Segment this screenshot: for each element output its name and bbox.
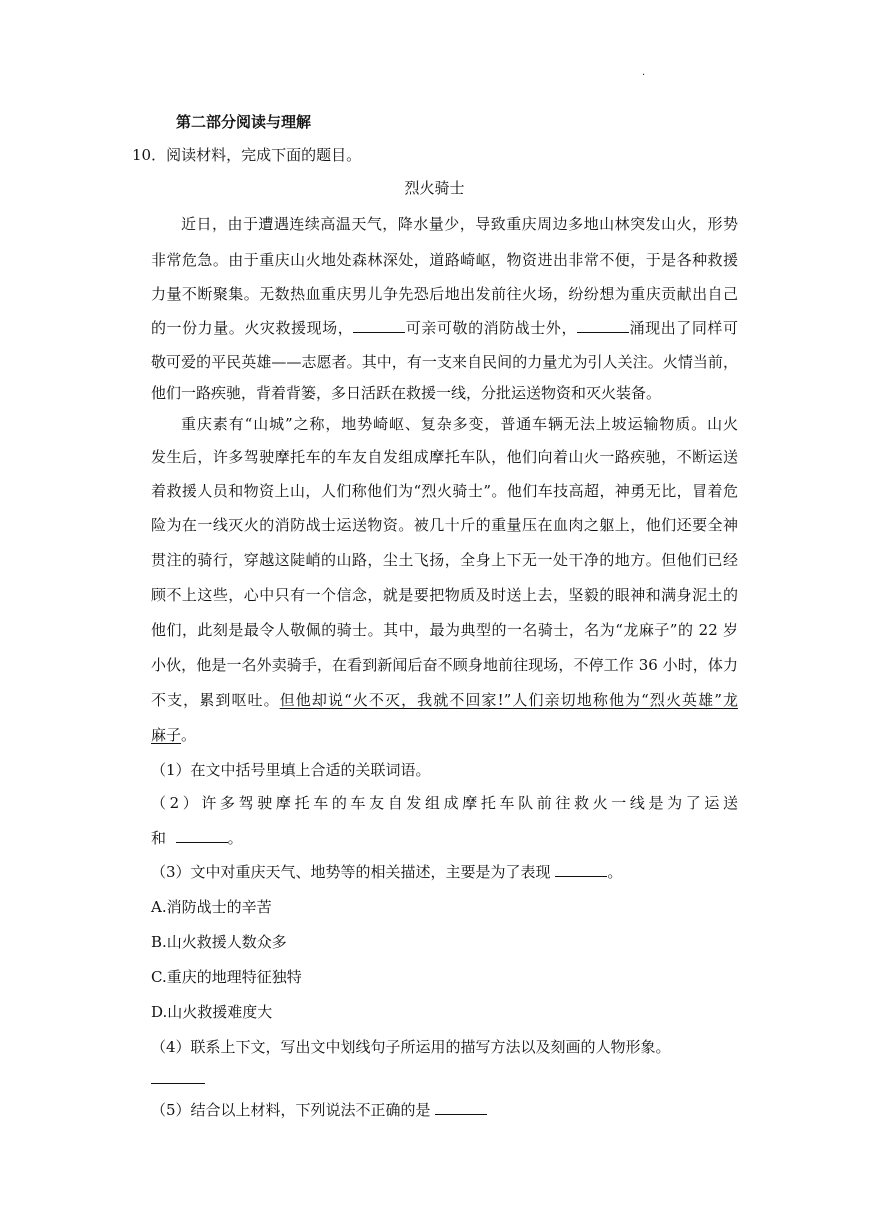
p1-line-4-part-c: 涌现出了同样可 [629,319,738,337]
p1-line-3: 力量不断聚集。无数热血重庆男儿争先恐后地出发前往火场，纷纷想为重庆贡献出自己 [151,285,738,303]
subquestion-5 [151,1100,738,1120]
p2-line-9-part-a: 不支，累到呕吐。 [151,691,280,709]
subquestion-3-end: 。 [607,863,623,881]
subquestion-3 [151,862,738,882]
underlined-sentence-end: 麻子 [151,726,182,744]
subquestion-3-text: （3）文中对重庆天气、地势等的相关描述，主要是为了表现 [151,863,551,881]
option-c[interactable]: C.重庆的地理特征独特 [151,968,302,986]
p1-line-4 [151,318,738,338]
fill-blank-5[interactable] [435,1100,487,1115]
subquestion-1: （1）在文中括号里填上合适的关联词语。 [151,761,431,779]
subquestion-2-end: 。 [227,829,243,847]
p2-line-10 [151,725,738,745]
p2-line-9 [151,690,738,710]
option-a[interactable]: A.消防战士的辛苦 [151,898,272,916]
subquestion-2-line-1: （2）许多驾驶摩托车的车友自发组成摩托车队前往救火一线是为了运送 [151,794,738,812]
question-number [132,145,361,165]
p1-line-6: 他们一路疾驰，背着背篓，多日活跃在救援一线，分批运送物资和灭火装备。 [151,384,662,402]
option-d[interactable]: D.山火救援难度大 [151,1003,273,1021]
p2-line-4: 险为在一线灭火的消防战士运送物资。被几十斤的重量压在血肉之躯上，他们还要全神 [151,516,738,534]
p2-line-8: 小伙，他是一名外卖骑手，在看到新闻后奋不顾身地前往现场，不停工作 36 小时，体力 [151,656,738,674]
p1-line-4-part-b: 可亲可敬的消防战士外， [405,319,578,337]
underlined-sentence: 但他却说“火不灭，我就不回家!”人们亲切地称他为“烈火英雄”龙 [279,691,738,709]
p1-line-1: 近日，由于遭遇连续高温天气，降水量少，导致重庆周边多地山林突发山火，形势 [181,215,738,233]
answer-blank-q4[interactable] [151,1083,205,1084]
p2-line-7: 他们，此刻是最令人敬佩的骑士。其中，最为典型的一名骑士，名为“龙麻子”的 22 岁 [151,621,738,639]
fill-blank-4[interactable] [555,862,607,877]
subquestion-4: （4）联系上下文，写出文中划线句子所运用的描写方法以及刻画的人物形象。 [151,1038,671,1056]
p2-line-10-period: 。 [181,726,197,744]
fill-blank-3[interactable] [176,828,228,843]
subquestion-5-text: （5）结合以上材料，下列说法不正确的是 [151,1101,431,1119]
fill-blank-1[interactable] [353,318,405,333]
p2-line-1: 重庆素有“山城”之称，地势崎岖、复杂多变，普通车辆无法上坡运输物质。山火 [181,415,738,433]
subquestion-2-and: 和 [151,829,167,847]
option-b[interactable]: B.山火救援人数众多 [151,933,287,951]
p2-line-5: 贯注的骑行，穿越这陡峭的山路，尘土飞扬，全身上下无一处干净的地方。但他们已经 [151,551,738,569]
question-prompt: 阅读材料，完成下面的题目。 [166,146,362,164]
p1-line-5: 敬可爱的平民英雄——志愿者。其中，有一支来自民间的力量尤为引人关注。火情当前， [151,353,738,371]
section-heading: 第二部分阅读与理解 [176,113,312,131]
question-number-label: 10． [132,146,167,164]
subquestion-2-line-2 [151,828,738,848]
p2-line-2: 发生后，许多驾驶摩托车的车友自发组成摩托车队，他们向着山火一路疾驰，不断运送 [151,448,738,466]
p1-line-2: 非常危急。由于重庆山火地处森林深处，道路崎岖，物资进出非常不便，于是各种救援 [151,251,738,269]
p2-line-3: 着救援人员和物资上山，人们称他们为“烈火骑士”。他们车技高超，神勇无比，冒着危 [151,482,738,500]
p2-line-6: 顾不上这些，心中只有一个信念，就是要把物质及时送上去，坚毅的眼神和满身泥土的 [151,586,738,604]
fill-blank-2[interactable] [577,318,629,333]
p1-line-4-part-a: 的一份力量。火灾救援现场， [151,319,354,337]
corner-mark: . [642,67,646,78]
article-title: 烈火骑士 [404,179,465,197]
